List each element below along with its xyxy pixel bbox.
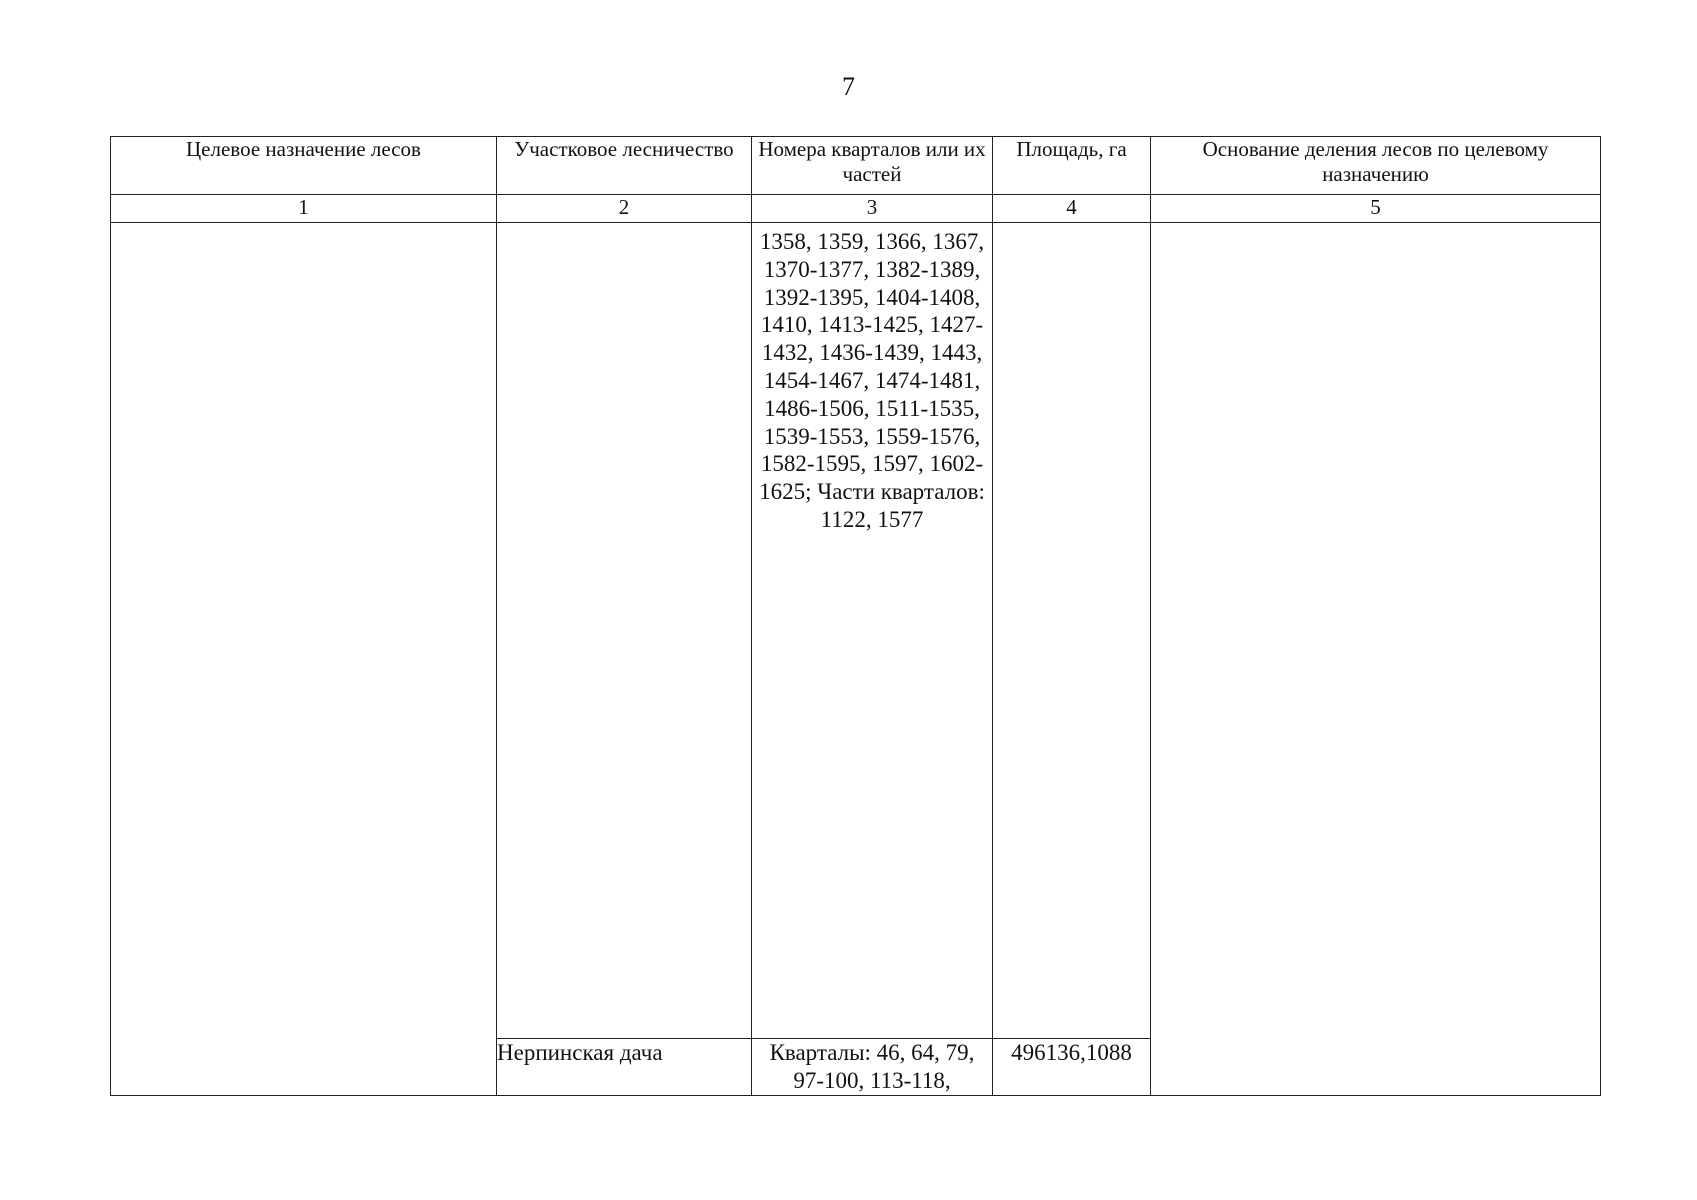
forestry-name-nerpa: Нерпинская дача [497,1039,752,1096]
header-forestry: Участковое лесничество [497,137,752,195]
column-number-2: 2 [497,195,752,223]
basis-cell [1151,223,1601,1096]
column-number-3: 3 [752,195,993,223]
column-number-5: 5 [1151,195,1601,223]
column-number-row [111,195,1601,223]
header-purpose: Целевое назначение лесов [111,137,497,195]
header-area: Площадь, га [993,137,1151,195]
header-quarters: Номера кварталов или их частей [752,137,993,195]
quarters-cell [752,223,993,1039]
page-number: 7 [842,72,855,101]
header-row [111,137,1601,195]
quarters-list: 1358, 1359, 1366, 1367, 1370-1377, 1382-1389, 1392-1395, 1404-1408, 1410, 1413-1425, 1427-1432, 1436-1439, 1443, 1454-1467, 1474-1481, 1486-1506, 1511-1535, 1539-1553, 1559-1576, 1582-1595, 1597, 1602-1625; Части кварталов: 1122, 1577 [759,229,985,532]
column-number-1: 1 [111,195,497,223]
column-number-4: 4 [993,195,1151,223]
table-row [111,223,1601,1039]
area-cell [993,223,1151,1039]
quarters-list-nerpa: Кварталы: 46, 64, 79, 97-100, 113-118, [752,1039,993,1096]
purpose-cell [111,223,497,1096]
forestry-cell [497,223,752,1039]
area-value-nerpa: 496136,1088 [993,1039,1151,1096]
forest-purpose-table [110,136,1601,1096]
header-basis: Основание деления лесов по целевому назначению [1151,137,1601,195]
